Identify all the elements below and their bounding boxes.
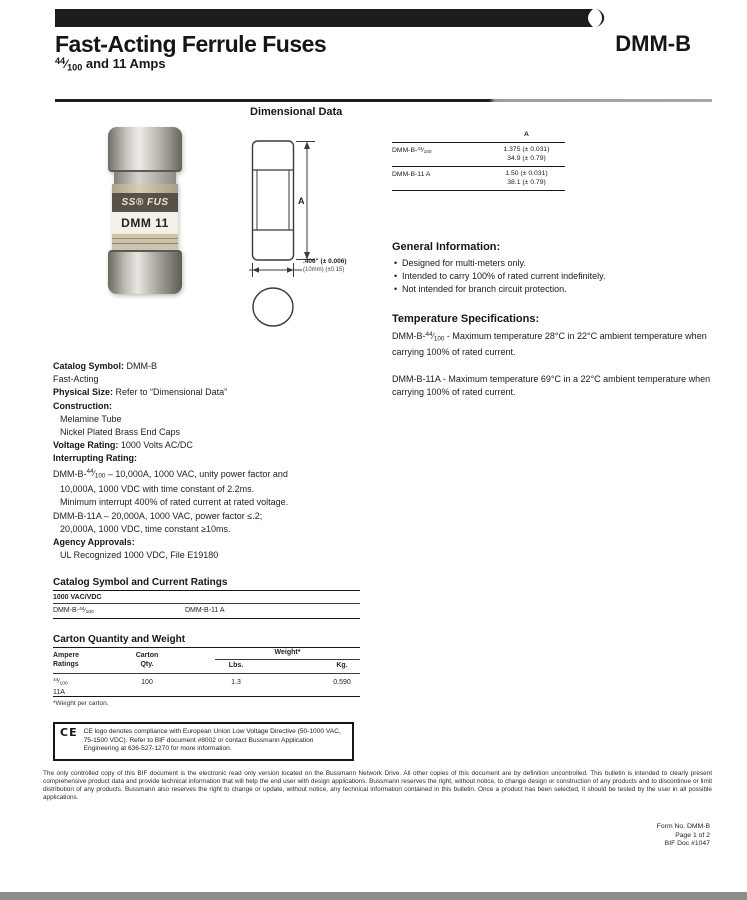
header-bar-graphic	[55, 8, 610, 28]
dim-row2-values: 1.50 (± 0.031) 38.1 (± 0.79)	[505, 170, 548, 186]
dim-row1-values: 1.375 (± 0.031) 34.9 (± 0.79)	[503, 146, 550, 162]
ampere-ratings-header: Ampere Ratings	[53, 652, 80, 668]
table-row	[392, 143, 565, 166]
dim-a-label: A	[298, 196, 305, 206]
interrupting-line: Minimum interrupt 400% of rated current at rated voltage.	[60, 497, 289, 508]
bullet-icon: •	[394, 258, 398, 268]
info-column	[392, 241, 718, 398]
fast-acting-line: Fast-Acting	[53, 374, 99, 385]
table-row	[392, 167, 565, 190]
product-code: DMM-B	[615, 31, 691, 56]
temp-fraction: $^{44}⁄_{100}$	[425, 331, 445, 343]
bullet-icon: •	[394, 284, 398, 294]
temperature-paragraph-1: DMM-$B-^{44}⁄_{100}$ - Maximum temperature 28°C in 22°C ambient temperature when carrying 100% of rated current.	[392, 330, 707, 357]
carton-table	[53, 634, 360, 707]
page-subtitle	[55, 56, 166, 72]
interrupting-line: DMM-$B-^{44}⁄_{100} - 10,000A$, 1000 VAC, unity power factor and	[53, 468, 288, 481]
list-item: • Designed for multi-meters only.	[394, 258, 526, 268]
carton-qty-header: Carton Qty.	[135, 652, 159, 668]
page-title: Fast-Acting Ferrule Fuses	[55, 31, 327, 57]
table-row	[53, 604, 360, 618]
doc-number: BIF Doc #1047	[664, 840, 710, 848]
lbs-cell: 1.3	[231, 679, 241, 686]
fuse-photo	[104, 127, 186, 294]
lbs-header: Lbs.	[228, 662, 244, 669]
interrupting-heading: Interrupting Rating:	[53, 453, 137, 464]
width-dimension-mm: (10mm) (±0.15)	[303, 267, 345, 273]
ratings-table-title: Catalog Symbol and Current Ratings	[53, 577, 228, 588]
fuse-bottom-cap	[108, 250, 182, 294]
dim-row2-model: DMM-B-11 A	[392, 171, 431, 178]
fuse-body-stripes	[112, 234, 178, 250]
page-number: Page 1 of 2	[675, 831, 710, 839]
ratings-table	[53, 577, 360, 619]
ce-notice-text: CE logo denotes compliance with European Union Low Voltage Directive (50-1000 VAC, 75-1500 VDC). Refer to BIF document #8002 or contact Bussmann Application Engineering at 636-527-1270 for more information.	[83, 728, 341, 753]
ampere-ratings-cell: $^{44}⁄_{100}$ 11A	[53, 678, 68, 696]
kg-header: Kg.	[336, 662, 348, 669]
model-fraction: $^{44}⁄_{100}$	[417, 147, 432, 156]
construction-item: Nickel Plated Brass End Caps	[60, 427, 181, 438]
physical-size-line: Physical Size: Refer to “Dimensional Data”	[53, 387, 228, 398]
rating-fraction: $^{44}⁄_{100}$	[86, 468, 106, 481]
ce-notice-box	[53, 722, 354, 761]
page-footer	[657, 823, 710, 849]
dim-col-header: A	[524, 131, 529, 138]
catalog-symbol-line: Catalog Symbol: DMM-B	[53, 361, 158, 371]
width-dimension-inches: .406" (± 0.006)	[303, 258, 347, 265]
dimension-drawing	[249, 136, 369, 336]
carton-qty-cell: 100	[141, 679, 153, 686]
specifications-column	[53, 360, 393, 562]
weight-header: Weight*	[274, 649, 301, 656]
voltage-rating-line: Voltage Rating: 1000 Volts AC/DC	[53, 440, 193, 451]
dim-row1-model: DMM-$B-^{44}⁄_{100}$	[392, 147, 432, 156]
carton-fraction: $^{44}⁄_{100}$	[53, 678, 68, 687]
list-item: • Not intended for branch circuit protection.	[394, 284, 567, 294]
dimensional-data-title: Dimensional Data	[250, 106, 343, 118]
fuse-body	[112, 184, 178, 250]
construction-heading: Construction:	[53, 400, 112, 411]
ratings-cell-1: DMM-$B-^{44}⁄_{100}$	[53, 607, 94, 616]
carton-table-title: Carton Quantity and Weight	[53, 634, 186, 645]
general-info-heading: General Information:	[392, 241, 501, 253]
construction-item: Melamine Tube	[60, 413, 122, 424]
fuse-shoulder	[114, 172, 176, 184]
form-number: Form No. DMM-B	[656, 823, 710, 830]
ratings-voltage-header: 1000 VAC/VDC	[53, 593, 102, 601]
ratings-cell-2: DMM-B-11 A	[185, 607, 225, 614]
kg-cell: 0.590	[333, 679, 351, 686]
amp-fraction: $^{44}⁄_{100}$	[55, 56, 83, 73]
bullet-icon: •	[394, 271, 398, 281]
temperature-paragraph-2: DMM-B-11A - Maximum temperature 69°C in a 22°C ambient temperature when carrying 100% of rated current.	[392, 374, 711, 397]
bottom-scan-bar	[0, 892, 747, 900]
ratings-fraction: $^{44}⁄_{100}$	[79, 607, 94, 616]
interrupting-line: 20,000A, 1000 VDC, time constant ≥10ms.	[60, 523, 231, 534]
fuse-brand-band: SS® FUS	[112, 193, 178, 212]
temperature-heading: Temperature Specifications:	[392, 313, 540, 325]
agency-heading: Agency Approvals:	[53, 537, 135, 548]
fuse-body-band	[112, 184, 178, 193]
table-rule	[392, 190, 565, 191]
dimensional-data-table	[392, 131, 565, 191]
dim-table-header-row	[392, 131, 565, 142]
list-item: • Intended to carry 100% of rated current indefinitely.	[394, 271, 606, 281]
table-rule	[53, 618, 360, 619]
table-row	[53, 674, 360, 696]
fuse-top-cap	[108, 127, 182, 172]
legal-disclaimer: The only controlled copy of this BIF document is the electronic read only version located on the Bussmann Network Drive. All other copies of this document are by definition uncontrolled. This bulletin is intended to clearly present comprehensive product data and provide technical information that will help the end user with design applications. Bussmann reserves the right, without notice, to change design or construction of any products and to discontinue or limit distribution of any products. Bussmann also reserves the right to change or update, without notice, any technical information contained in this bulletin. Once a product has been selected, it should be tested by the user in all possible applications.	[43, 770, 712, 801]
interrupting-line: 10,000A, 1000 VDC with time constant of 2.2ms.	[60, 484, 255, 495]
carton-footnote: *Weight per carton.	[53, 700, 109, 707]
ce-mark-icon: CE	[60, 726, 78, 739]
subtitle-text: and 11 Amps	[82, 56, 166, 72]
agency-line: UL Recognized 1000 VDC, File E19180	[60, 550, 219, 561]
table-rule	[215, 659, 360, 660]
interrupting-line: DMM-B-11A – 20,000A, 1000 VAC, power factor ≤.2;	[53, 510, 263, 521]
carton-table-header	[53, 648, 360, 673]
header-divider	[55, 99, 712, 102]
fuse-model-label: DMM 11	[112, 212, 178, 234]
